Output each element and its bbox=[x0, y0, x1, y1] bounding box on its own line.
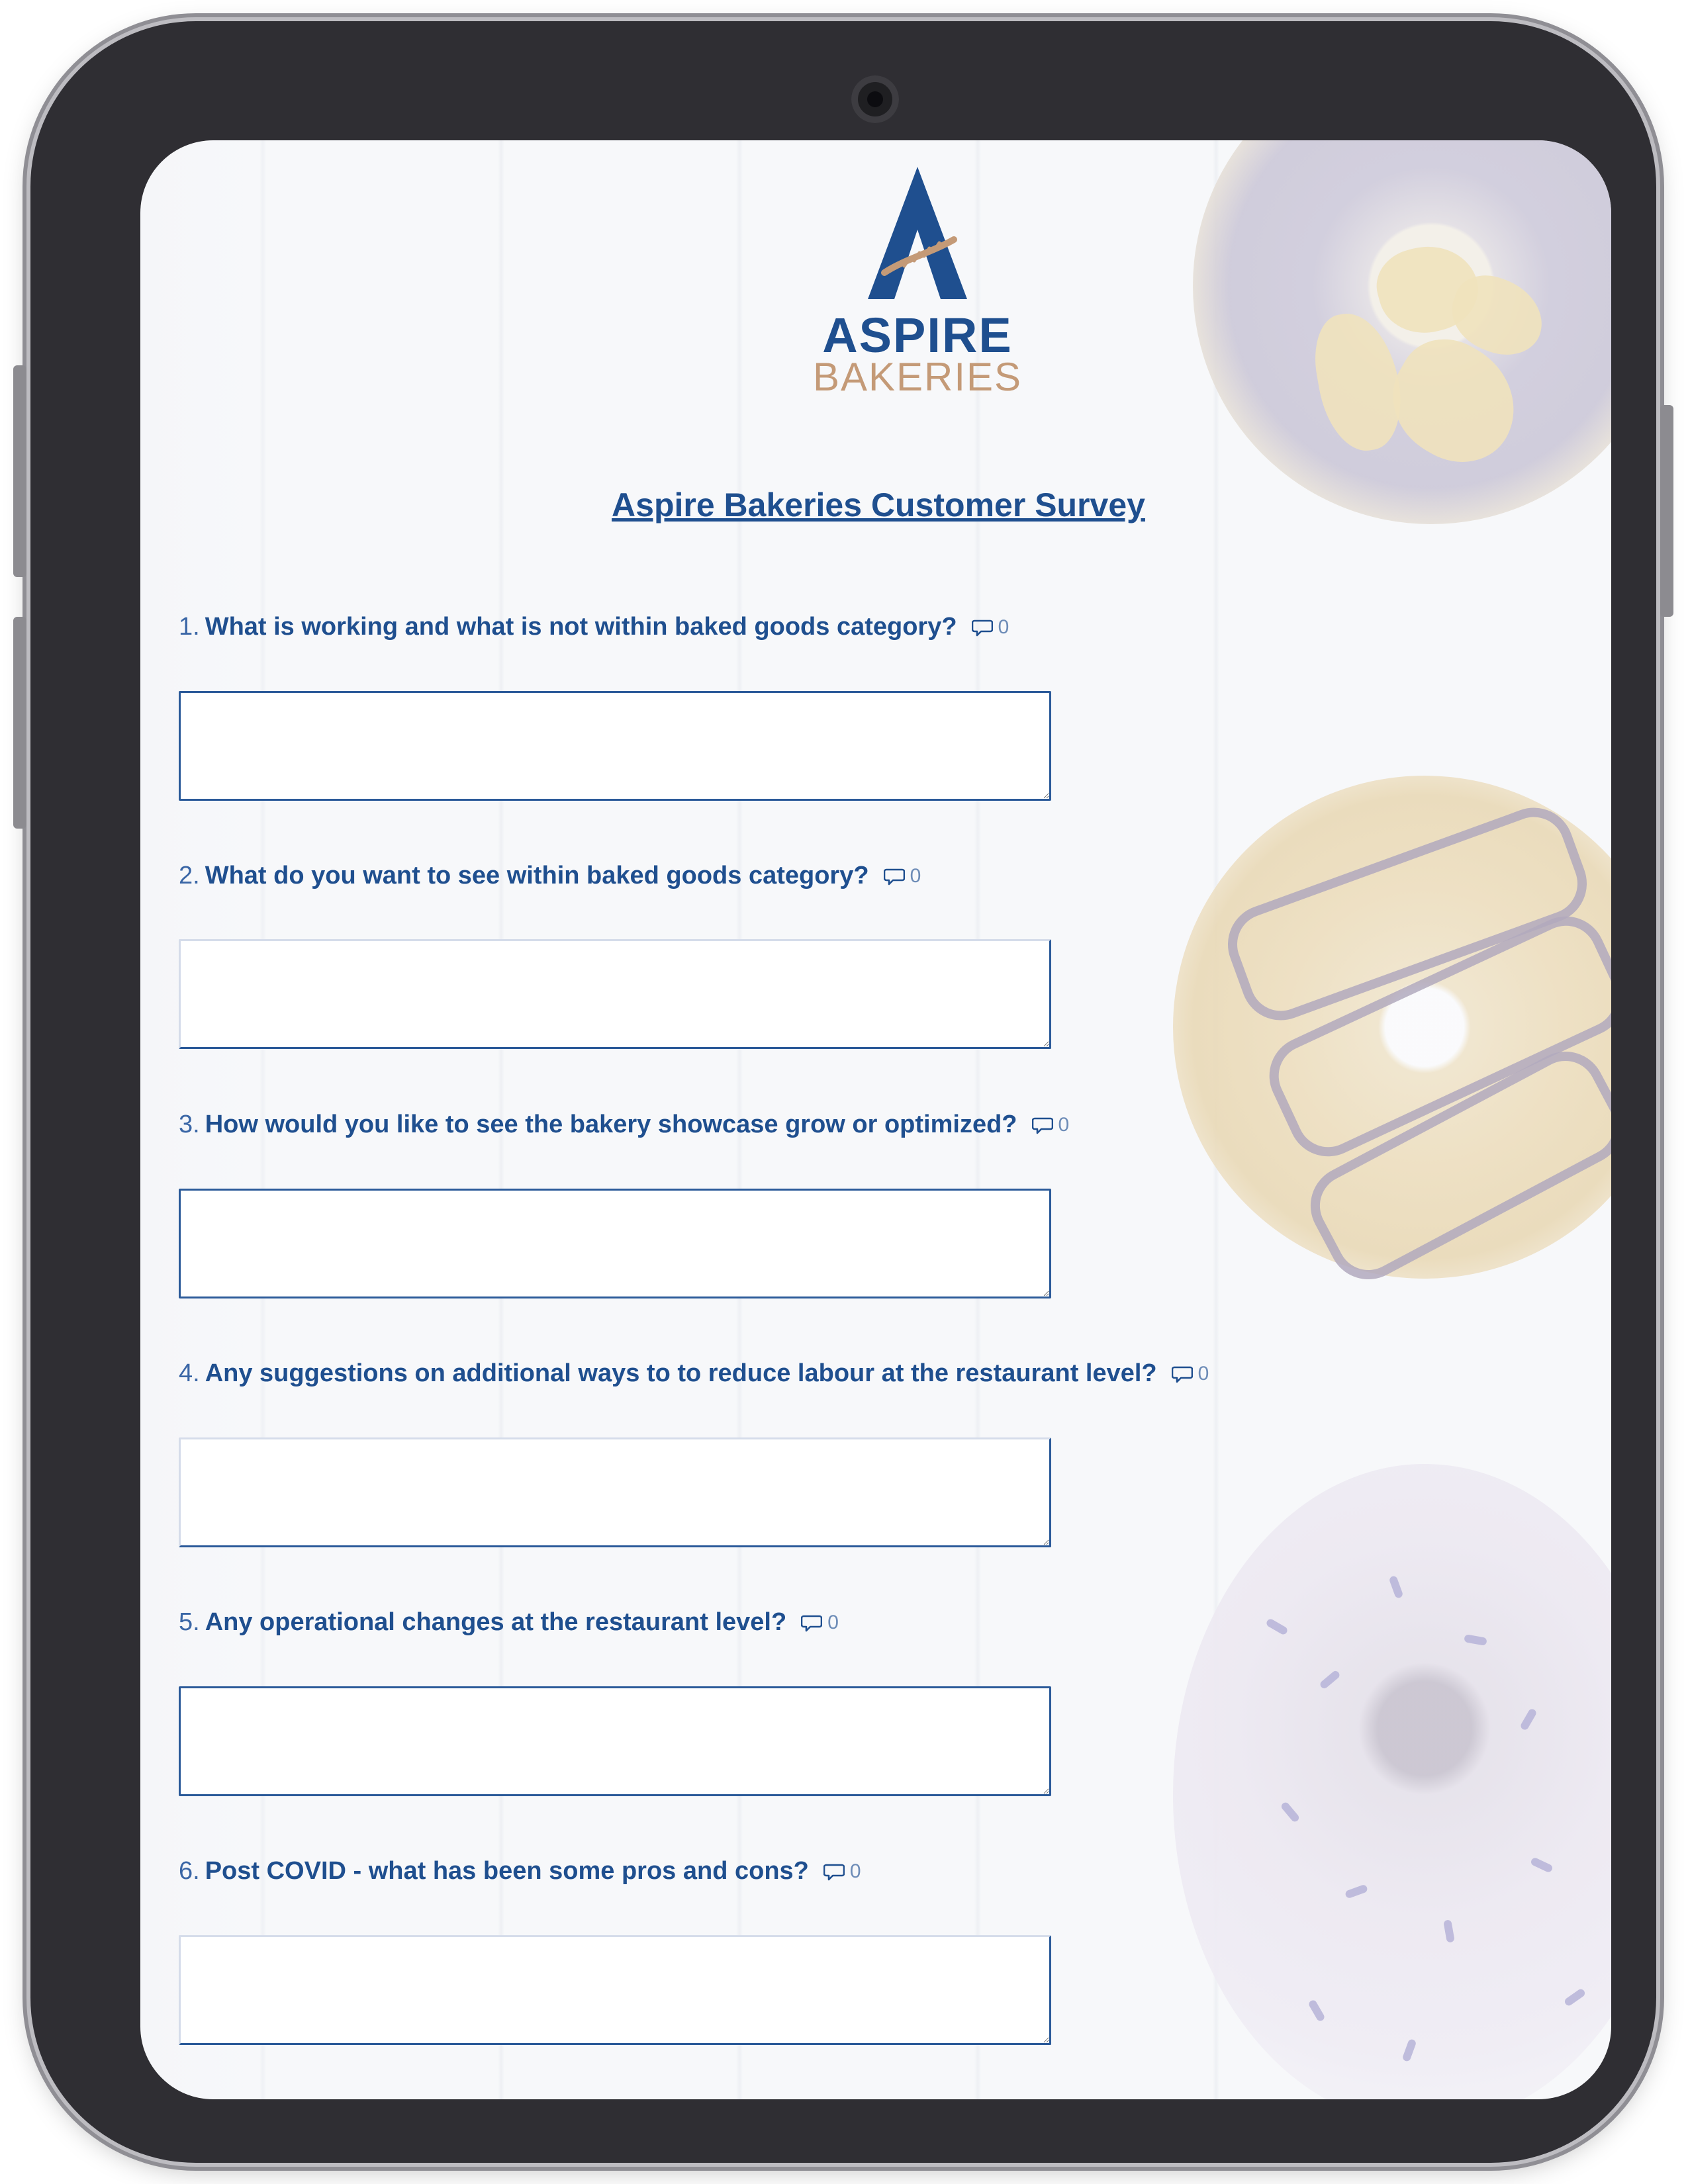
logo-word-bakeries: BAKERIES bbox=[812, 355, 1023, 399]
comment-count: 0 bbox=[910, 864, 921, 887]
question-5 bbox=[179, 1608, 839, 1637]
power-button bbox=[1660, 405, 1673, 617]
comment-count: 0 bbox=[998, 615, 1009, 638]
question-1 bbox=[179, 613, 1009, 641]
question-4 bbox=[179, 1359, 1209, 1388]
question-3 bbox=[179, 1111, 1069, 1139]
answer-field-4[interactable] bbox=[179, 1437, 1051, 1547]
question-text: Any operational changes at the restaurant level? bbox=[205, 1608, 787, 1636]
question-text: Post COVID - what has been some pros and cons? bbox=[205, 1857, 809, 1885]
front-camera-icon bbox=[851, 75, 899, 123]
volume-down-button bbox=[13, 617, 26, 829]
question-text: What do you want to see within baked goods category? bbox=[205, 862, 869, 889]
question-number: 1. bbox=[179, 613, 200, 641]
speech-bubble-icon[interactable] bbox=[1032, 1116, 1053, 1134]
answer-field-5[interactable] bbox=[179, 1686, 1051, 1796]
question-number: 3. bbox=[179, 1111, 200, 1138]
logo-word-aspire: ASPIRE bbox=[822, 308, 1013, 363]
answer-field-6[interactable] bbox=[179, 1935, 1051, 2045]
volume-up-button bbox=[13, 365, 26, 577]
sprinkle-donut-decoration bbox=[1173, 1464, 1611, 2099]
question-text: How would you like to see the bakery showcase grow or optimized? bbox=[205, 1111, 1017, 1138]
question-number: 4. bbox=[179, 1359, 200, 1387]
speech-bubble-icon[interactable] bbox=[801, 1614, 822, 1632]
chocolate-donut-decoration bbox=[1193, 140, 1611, 524]
aspire-bakeries-logo bbox=[805, 167, 1030, 405]
question-text: Any suggestions on additional ways to to reduce labour at the restaurant level? bbox=[205, 1359, 1157, 1387]
comment-count: 0 bbox=[1058, 1113, 1070, 1136]
question-number: 5. bbox=[179, 1608, 200, 1636]
speech-bubble-icon[interactable] bbox=[884, 867, 905, 886]
answer-field-1[interactable] bbox=[179, 691, 1051, 801]
comment-count: 0 bbox=[827, 1611, 839, 1633]
answer-field-3[interactable] bbox=[179, 1189, 1051, 1298]
question-2 bbox=[179, 862, 921, 890]
question-6 bbox=[179, 1857, 861, 1886]
comment-count: 0 bbox=[849, 1860, 861, 1882]
question-number: 2. bbox=[179, 862, 200, 889]
tablet-frame bbox=[30, 21, 1656, 2163]
question-number: 6. bbox=[179, 1857, 200, 1885]
speech-bubble-icon[interactable] bbox=[823, 1862, 845, 1881]
survey-screen bbox=[140, 140, 1611, 2099]
question-text: What is working and what is not within baked goods category? bbox=[205, 613, 957, 641]
speech-bubble-icon[interactable] bbox=[1172, 1365, 1193, 1383]
survey-title[interactable]: Aspire Bakeries Customer Survey bbox=[612, 486, 1145, 523]
speech-bubble-icon[interactable] bbox=[972, 618, 993, 637]
logo-a-mark bbox=[805, 167, 1030, 312]
comment-count: 0 bbox=[1197, 1362, 1209, 1385]
answer-field-2[interactable] bbox=[179, 939, 1051, 1049]
